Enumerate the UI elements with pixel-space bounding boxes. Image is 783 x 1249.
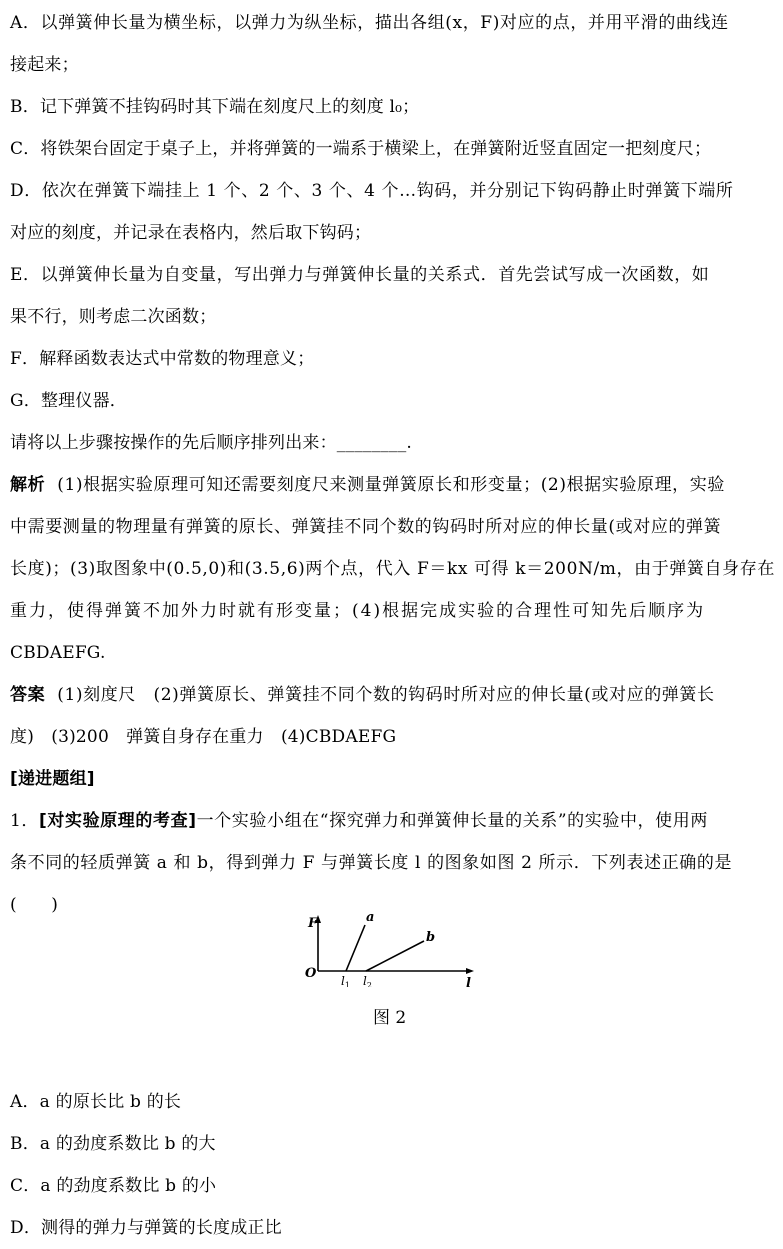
steps-block: [10, 2, 776, 926]
option-a: A．a 的原长比 b 的长: [10, 1092, 182, 1112]
option-b: B．a 的劲度系数比 b 的大: [10, 1134, 216, 1154]
question-tag: [对实验原理的考查]: [39, 811, 197, 831]
question-line3: ( ): [10, 895, 59, 915]
answer-text-1: (1)刻度尺 (2)弹簧原长、弹簧挂不同个数的钩码时所对应的伸长量(或对应的弹簧长: [57, 685, 715, 705]
step-c: C．将铁架台固定于桌子上，并将弹簧的一端系于横梁上，在弹簧附近竖直固定一把刻度尺；: [10, 139, 712, 159]
step-a-line1: A．以弹簧伸长量为横坐标，以弹力为纵坐标，描出各组(x，F)对应的点，并用平滑的曲线连: [10, 13, 729, 33]
figure-2-graph: [300, 905, 480, 987]
options-block: [10, 1081, 776, 1249]
analysis-line2: 中需要测量的物理量有弹簧的原长、弹簧挂不同个数的钩码时所对应的伸长量(或对应的弹簧: [10, 517, 722, 537]
analysis-label: 解析: [10, 475, 46, 495]
figure-caption: 图 2: [373, 1008, 407, 1028]
analysis-line4: 重力，使得弹簧不加外力时就有形变量；(4)根据完成实验的合理性可知先后顺序为: [10, 601, 706, 621]
step-f: F．解释函数表达式中常数的物理意义；: [10, 349, 315, 369]
step-d-line1: D．依次在弹簧下端挂上 1 个、2 个、3 个、4 个…钩码，并分别记下钩码静止时弹簧下端所: [10, 181, 734, 201]
question-line2: 条不同的轻质弹簧 a 和 b，得到弹力 F 与弹簧长度 l 的图象如图 2 所示．下列表述正确的是: [10, 853, 733, 873]
analysis-line3: 长度)；(3)取图象中(0.5,0)和(3.5,6)两个点，代入 F＝kx 可得 k＝200N/m，由于弹簧自身存在: [10, 559, 775, 579]
option-d: D．测得的弹力与弹簧的长度成正比: [10, 1218, 282, 1238]
label-l1: $l_1$: [341, 974, 350, 987]
step-b: B．记下弹簧不挂钩码时其下端在刻度尺上的刻度 l₀；: [10, 97, 420, 117]
label-a: a: [366, 910, 375, 925]
label-O: O: [305, 966, 317, 981]
answer-label: 答案: [10, 685, 46, 705]
line-a: [346, 925, 365, 971]
answer-line1: [10, 674, 776, 716]
step-e-line1: E．以弹簧伸长量为自变量，写出弹力与弹簧伸长量的关系式．首先尝试写成一次函数，如: [10, 265, 710, 285]
question-line1: [10, 800, 776, 842]
order-prompt: 请将以上步骤按操作的先后顺序排列出来：________.: [10, 433, 413, 453]
analysis-line5: CBDAEFG.: [10, 643, 106, 663]
step-d-line2: 对应的刻度，并记录在表格内，然后取下钩码；: [10, 223, 372, 243]
label-F: F: [308, 916, 318, 931]
l-axis-arrow: [466, 968, 474, 974]
section-title: [递进题组]: [10, 769, 95, 789]
analysis-text-1: (1)根据实验原理可知还需要刻度尺来测量弹簧原长和形变量；(2)根据实验原理，实验: [57, 475, 725, 495]
line-b: [366, 941, 424, 971]
label-l: l: [466, 976, 471, 987]
step-g: G．整理仪器．: [10, 391, 127, 411]
step-e-line2: 果不行，则考虑二次函数；: [10, 307, 217, 327]
option-c: C．a 的劲度系数比 b 的小: [10, 1176, 217, 1196]
answer-line2: 度) (3)200 弹簧自身存在重力 (4)CBDAEFG: [10, 727, 397, 747]
question-text-1: 一个实验小组在“探究弹力和弹簧伸长量的关系”的实验中，使用两: [196, 811, 708, 831]
label-b: b: [426, 930, 436, 945]
analysis-line1: [10, 464, 776, 506]
question-number: 1．: [10, 811, 40, 831]
label-l2: $l_2$: [363, 974, 372, 987]
step-a-line2: 接起来；: [10, 55, 79, 75]
